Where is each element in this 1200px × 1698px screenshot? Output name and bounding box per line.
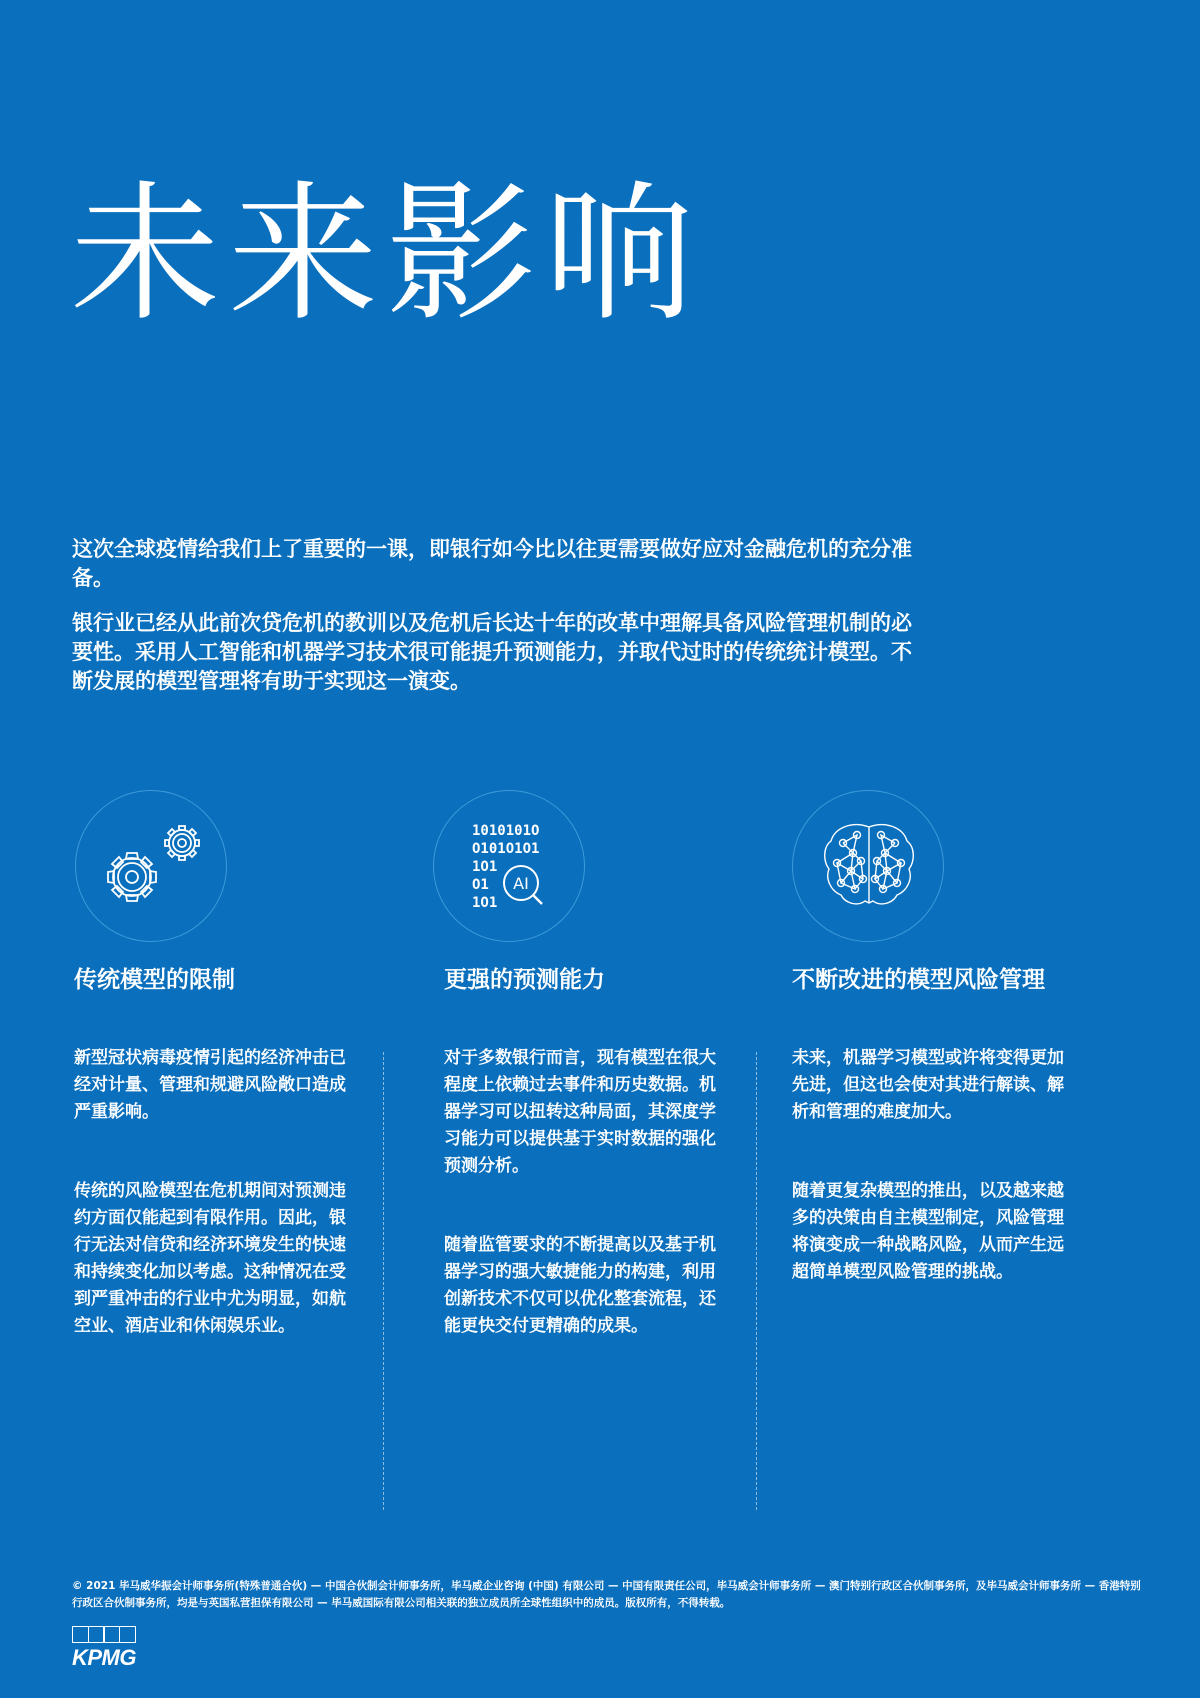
column-paragraph: 新型冠状病毒疫情引起的经济冲击已经对计量、管理和规避风险敞口造成严重影响。	[74, 1048, 346, 1122]
intro-paragraph: 银行业已经从此前次贷危机的教训以及危机后长达十年的改革中理解具备风险管理机制的必要性。采用人工智能和机器学习技术很可能提升预测能力，并取代过时的传统统计模型。不断发展的模型管理将有助于实现这一演变。	[72, 611, 912, 693]
binary-row: O1	[472, 877, 489, 893]
ai-binary-icon	[434, 791, 586, 943]
binary-row: 1O1	[472, 895, 498, 911]
ai-icon-circle	[433, 790, 585, 942]
copyright-footer: © 2021 毕马威华振会计师事务所(特殊普通合伙) — 中国合伙制会计师事务所，毕马威企业咨询 (中国) 有限公司 — 中国有限责任公司，毕马威会计师事务所 — 澳门特别行政区合伙制事务所，及毕马威会计师事务所 — 香港特别行政区合伙制事务所，均是与英国私营担保有限公司 — 毕马威国际有限公司相关联的独立成员所全球性组织中的成员。版权所有，不得转载。	[72, 1580, 1141, 1609]
column-paragraph: 随着监管要求的不断提高以及基于机器学习的强大敏捷能力的构建，利用创新技术不仅可以优化整套流程，还能更快交付更精确的成果。	[444, 1235, 716, 1336]
gears-icon-circle	[75, 790, 227, 942]
ai-label: AI	[513, 874, 529, 893]
column-title-traditional: 传统模型的限制	[74, 967, 235, 993]
kpmg-logo	[72, 1626, 136, 1671]
column-title-prediction: 更强的预测能力	[444, 967, 605, 993]
page-title: 未来影响	[70, 168, 703, 342]
column-divider	[756, 1052, 757, 1510]
binary-row: 1010101O	[472, 823, 540, 839]
column-paragraph: 未来，机器学习模型或许将变得更加先进，但这也会使对其进行解读、解析和管理的难度加大。	[792, 1048, 1064, 1122]
gears-icon	[76, 791, 228, 943]
binary-row: 1O1	[472, 859, 498, 875]
column-body-traditional	[74, 1045, 359, 1392]
brain-network-icon	[793, 791, 945, 943]
binary-row: O101O1O1	[472, 841, 540, 857]
column-body-risk-management	[792, 1045, 1072, 1338]
column-divider	[383, 1052, 384, 1510]
intro	[72, 535, 912, 712]
kpmg-wordmark: KPMG	[72, 1645, 136, 1670]
column-body-prediction	[444, 1045, 724, 1392]
column-title-risk-management: 不断改进的模型风险管理	[792, 967, 1045, 993]
column-paragraph: 传统的风险模型在危机期间对预测违约方面仅能起到有限作用。因此，银行无法对信贷和经济环境发生的快速和持续变化加以考虑。这种情况在受到严重冲击的行业中尤为明显，如航空业、酒店业和休闲娱乐业。	[74, 1181, 346, 1336]
column-paragraph: 随着更复杂模型的推出，以及越来越多的决策由自主模型制定，风险管理将演变成一种战略风险，从而产生远超简单模型风险管理的挑战。	[792, 1181, 1064, 1282]
kpmg-logo-boxes	[72, 1626, 136, 1643]
brain-icon-circle	[792, 790, 944, 942]
intro-paragraph: 这次全球疫情给我们上了重要的一课，即银行如今比以往更需要做好应对金融危机的充分准备。	[72, 537, 912, 590]
column-paragraph: 对于多数银行而言，现有模型在很大程度上依赖过去事件和历史数据。机器学习可以扭转这种局面，其深度学习能力可以提供基于实时数据的强化预测分析。	[444, 1048, 716, 1176]
